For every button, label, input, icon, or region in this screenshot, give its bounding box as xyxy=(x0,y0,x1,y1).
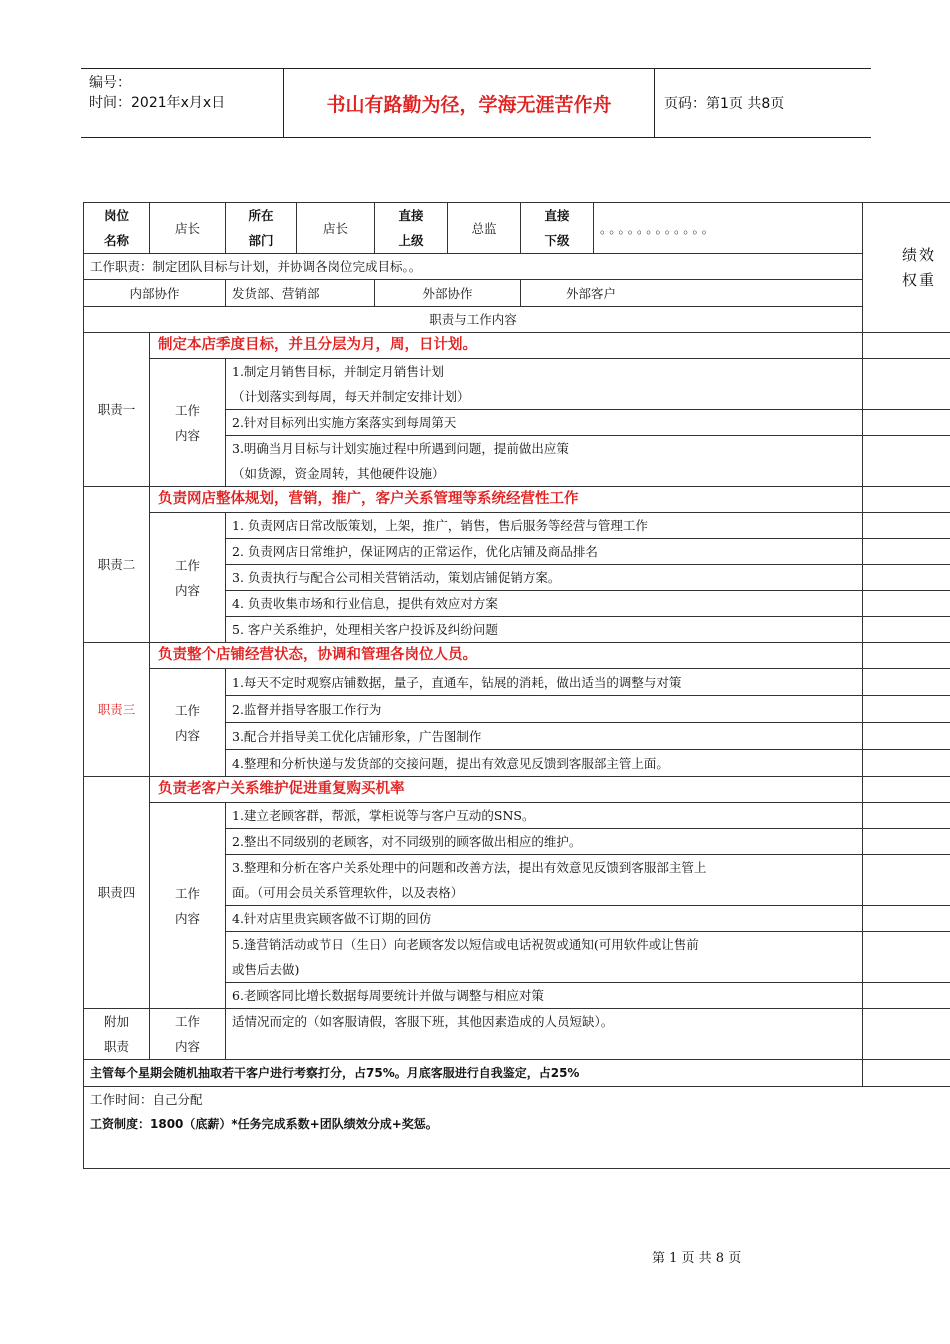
work-content-label: 工作 内容 xyxy=(150,1009,226,1060)
duty-item: 6.老顾客同比增长数据每周要统计并做与调整与相应对策 xyxy=(226,983,863,1009)
kpi-weight-cell xyxy=(863,333,950,359)
duty-item: 3. 负责执行与配合公司相关营销活动，策划店铺促销方案。 xyxy=(226,565,863,591)
subordinate-value: 。。。。。。。。。。。。 xyxy=(594,203,863,254)
duty-item: 2.监督并指导客服工作行为 xyxy=(226,696,863,723)
post-value: 店长 xyxy=(150,203,226,254)
assessment-row xyxy=(84,1060,950,1087)
duty-item: 1. 负责网店日常改版策划，上架，推广，销售，售后服务等经营与管理工作 xyxy=(226,513,863,539)
work-content-label: 工作 内容 xyxy=(150,359,226,487)
kpi-weight-cell xyxy=(863,696,950,723)
kpi-weight-cell xyxy=(863,750,950,777)
job-description-table xyxy=(83,202,950,1169)
extra-duty-content: 适情况而定的（如客服请假，客服下班，其他因素造成的人员短缺）。 xyxy=(226,1009,863,1060)
duty-item: 4. 负责收集市场和行业信息，提供有效应对方案 xyxy=(226,591,863,617)
dept-label: 所在 部门 xyxy=(226,203,297,254)
kpi-weight-cell xyxy=(863,777,950,803)
kpi-weight-cell xyxy=(863,436,950,487)
duty-item: 3.配合并指导美工优化店铺形象，广告图制作 xyxy=(226,723,863,750)
duty-item: 5.逢营销活动或节日（生日）向老顾客发以短信或电话祝贺或通知(可用软件或让售前 或售后去做) xyxy=(226,932,863,983)
section-title-row xyxy=(84,307,950,333)
subordinate-label: 直接 下级 xyxy=(521,203,594,254)
kpi-weight-cell xyxy=(863,359,950,410)
kpi-weight-cell xyxy=(863,803,950,829)
duty-heading-row xyxy=(84,643,950,669)
kpi-weight-cell xyxy=(863,539,950,565)
kpi-weight-cell xyxy=(863,932,950,983)
assessment-text: 主管每个星期会随机抽取若干客户进行考察打分，占75%。月底客服进行自我鉴定，占25% xyxy=(84,1060,863,1087)
superior-value: 总监 xyxy=(448,203,521,254)
kpi-weight-cell xyxy=(863,565,950,591)
work-content-label: 工作 内容 xyxy=(150,513,226,643)
work-time-row xyxy=(84,1087,950,1169)
info-row xyxy=(84,203,950,254)
duty-name: 职责三 xyxy=(84,643,150,777)
external-collab-label: 外部协作 xyxy=(375,280,521,307)
duty-heading-row xyxy=(84,333,950,359)
duty-name: 职责四 xyxy=(84,777,150,1009)
slogan: 书山有路勤为径，学海无涯苦作舟 xyxy=(283,69,655,137)
collab-row xyxy=(84,280,950,307)
kpi-weight-cell xyxy=(863,487,950,513)
internal-collab-label: 内部协作 xyxy=(84,280,226,307)
duty-summary-row xyxy=(84,254,950,280)
duty-heading: 负责网店整体规划，营销，推广，客户关系管理等系统经营性工作 xyxy=(150,487,863,513)
duty-item: 2.整出不同级别的老顾客，对不同级别的顾客做出相应的维护。 xyxy=(226,829,863,855)
footer-page-number: 第 1 页 共 8 页 xyxy=(652,1251,742,1266)
duty-item: 5. 客户关系维护，处理相关客户投诉及纠纷问题 xyxy=(226,617,863,643)
duty-item-row xyxy=(84,359,950,410)
duty-heading-row xyxy=(84,777,950,803)
duty-heading: 负责老客户关系维护促进重复购买机率 xyxy=(150,777,863,803)
duty-item: 1.建立老顾客群，帮派，掌柜说等与客户互动的SNS。 xyxy=(226,803,863,829)
kpi-weight-cell xyxy=(863,1009,950,1060)
header-meta xyxy=(89,73,225,113)
duty-heading-row xyxy=(84,487,950,513)
page-info: 页码：第1页 共8页 xyxy=(664,96,785,112)
kpi-weight-cell xyxy=(863,410,950,436)
kpi-weight-cell xyxy=(863,983,950,1009)
dept-value: 店长 xyxy=(297,203,375,254)
kpi-weight-cell xyxy=(863,617,950,643)
work-time-salary-cell xyxy=(84,1087,950,1169)
internal-collab-value: 发货部、营销部 xyxy=(226,280,375,307)
duty-item: 4.针对店里贵宾顾客做不订期的回仿 xyxy=(226,906,863,932)
extra-duty-name: 附加 职责 xyxy=(84,1009,150,1060)
time-label: 时间：2021年x月x日 xyxy=(89,95,226,111)
duty-item-row xyxy=(84,803,950,829)
kpi-weight-cell xyxy=(863,723,950,750)
kpi-weight-cell xyxy=(863,669,950,696)
kpi-weight-cell xyxy=(863,643,950,669)
duty-item: 2. 负责网店日常维护，保证网店的正常运作，优化店铺及商品排名 xyxy=(226,539,863,565)
work-content-label: 工作 内容 xyxy=(150,803,226,1009)
extra-duty-row xyxy=(84,1009,950,1060)
duty-heading: 制定本店季度目标，并且分层为月，周，日计划。 xyxy=(150,333,863,359)
salary-system: 工资制度：1800（底薪）*任务完成系数+团队绩效分成+奖惩。 xyxy=(90,1117,438,1131)
duty-summary: 工作职责：制定团队目标与计划，并协调各岗位完成目标。。 xyxy=(84,254,863,280)
duty-item: 3.明确当月目标与计划实施过程中所遇到问题，提前做出应策 （如货源，资金周转，其他硬件设施） xyxy=(226,436,863,487)
duty-item: 4.整理和分析快递与发货部的交接问题，提出有效意见反馈到客服部主管上面。 xyxy=(226,750,863,777)
kpi-weight-cell xyxy=(863,513,950,539)
section-title: 职责与工作内容 xyxy=(84,307,863,333)
kpi-weight-cell xyxy=(863,906,950,932)
kpi-weight-cell xyxy=(863,829,950,855)
duty-item: 1.每天不定时观察店铺数据，量子，直通车，钻展的消耗，做出适当的调整与对策 xyxy=(226,669,863,696)
superior-label: 直接 上级 xyxy=(375,203,448,254)
page-header xyxy=(81,68,871,138)
duty-name: 职责二 xyxy=(84,487,150,643)
number-label: 编号： xyxy=(89,75,131,91)
work-time: 工作时间：自己分配 xyxy=(90,1092,203,1107)
duty-name: 职责一 xyxy=(84,333,150,487)
kpi-weight-cell xyxy=(863,855,950,906)
external-collab-value: 外部客户 xyxy=(521,280,863,307)
duty-item-row xyxy=(84,669,950,696)
kpi-weight-cell xyxy=(863,591,950,617)
kpi-weight-cell xyxy=(863,1060,950,1087)
duty-item-row xyxy=(84,513,950,539)
duty-heading: 负责整个店铺经营状态，协调和管理各岗位人员。 xyxy=(150,643,863,669)
kpi-weight-label: 绩效 权重 xyxy=(863,203,950,333)
work-content-label: 工作 内容 xyxy=(150,669,226,777)
duty-item: 3.整理和分析在客户关系处理中的问题和改善方法，提出有效意见反馈到客服部主管上 面。（可用会员关系管理软件，以及表格） xyxy=(226,855,863,906)
duty-item: 1.制定月销售目标，并制定月销售计划 （计划落实到每周，每天并制定安排计划） xyxy=(226,359,863,410)
post-label: 岗位 名称 xyxy=(84,203,150,254)
duty-item: 2.针对目标列出实施方案落实到每周第天 xyxy=(226,410,863,436)
